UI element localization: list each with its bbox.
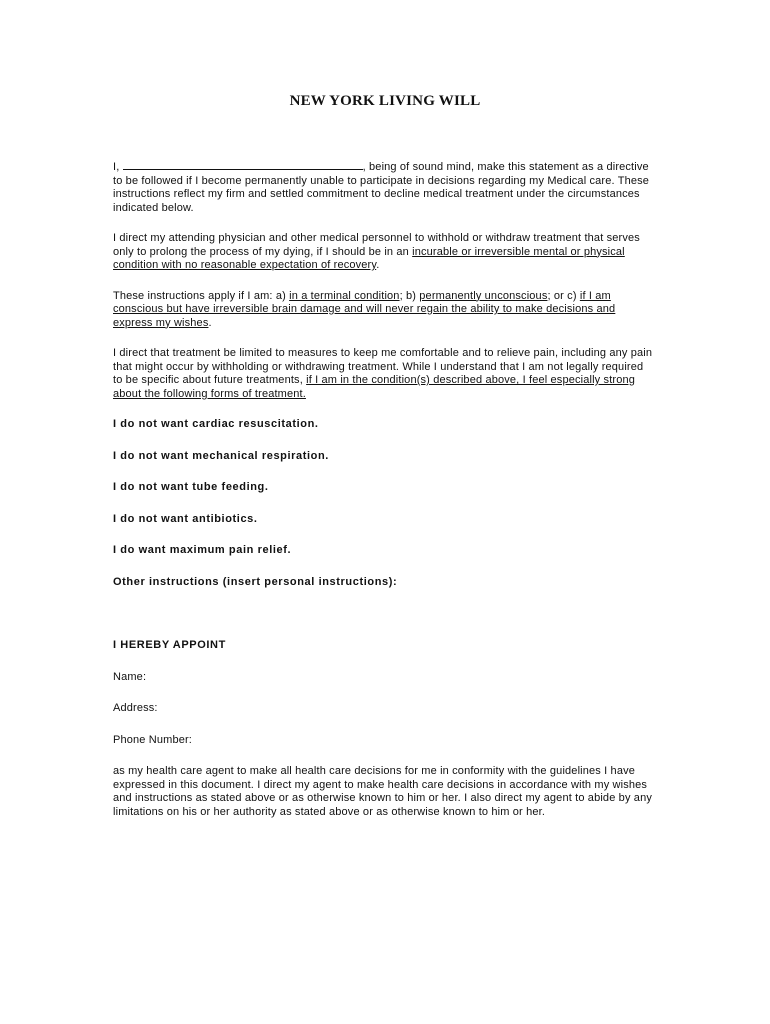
item-mechanical-respiration: I do not want mechanical respiration.	[113, 449, 329, 462]
agent-phone-field: Phone Number:	[113, 733, 192, 746]
agent-address-field: Address:	[113, 702, 158, 714]
appoint-heading: I HEREBY APPOINT	[113, 639, 226, 651]
document-title: NEW YORK LIVING WILL	[289, 93, 481, 109]
condition-unconscious: permanently unconscious	[419, 289, 548, 302]
treatment-text: I direct that treatment be limited to measures to keep me comfortable and to relieve pain, including any pain that might occur by withholding or withdrawing treatment. While I understand that I am not legally required to be specific about future treatments,	[113, 347, 653, 386]
document-body	[113, 160, 655, 819]
item-tube-feeding: I do not want tube feeding.	[113, 481, 269, 493]
directive-paragraph	[113, 232, 655, 273]
item-cardiac-resuscitation: I do not want cardiac resuscitation.	[113, 418, 319, 430]
agent-name-field: Name:	[113, 670, 147, 683]
conditions-text-3: ; or c)	[547, 289, 580, 302]
condition-brain-damage: if I am conscious but have irreversible brain damage and will never regain the ability to make decisions and express my wishes	[113, 289, 616, 329]
intro-prefix: I,	[113, 161, 123, 173]
directive-text: I direct my attending physician and other medical personnel to withhold or withdraw treatment that serves only to prolong the process of my dying, if I should be in an	[113, 232, 640, 258]
other-instructions-label: Other instructions (insert personal instructions):	[113, 575, 398, 588]
intro-paragraph	[113, 160, 655, 215]
item-pain-relief: I do want maximum pain relief.	[113, 544, 292, 556]
conditions-end: .	[208, 316, 212, 329]
conditions-paragraph	[113, 290, 655, 331]
treatment-paragraph	[113, 347, 655, 401]
treatment-emphasis: if I am in the condition(s) described above, I feel especially strong about the following forms of treatment.	[113, 374, 636, 400]
intro-text: , being of sound mind, make this statement as a directive to be followed if I become permanently unable to participate in decisions regarding my Medical care. These instructions reflect my firm and settled commitment to decline medical treatment under the circumstances indicated below.	[113, 161, 650, 214]
directive-condition: incurable or irreversible mental or physical condition with no reasonable expectation of recovery	[113, 245, 625, 271]
conditions-text-2: ; b)	[399, 289, 420, 302]
declarant-name-blank[interactable]	[123, 160, 363, 170]
conditions-text-1: These instructions apply if I am: a)	[113, 289, 290, 302]
agent-paragraph: as my health care agent to make all health care decisions for me in conformity with the guidelines I have expressed in this document. I direct my agent to make health care decisions in accordance with my wishes and instructions as stated above or as otherwise known to him or her. I also direct my agent to abide by any limitations on his or her authority as stated above or as otherwise known to him or her.	[113, 765, 652, 818]
condition-terminal: in a terminal condition	[289, 289, 400, 302]
item-antibiotics: I do not want antibiotics.	[113, 512, 258, 525]
directive-end: .	[376, 259, 380, 271]
